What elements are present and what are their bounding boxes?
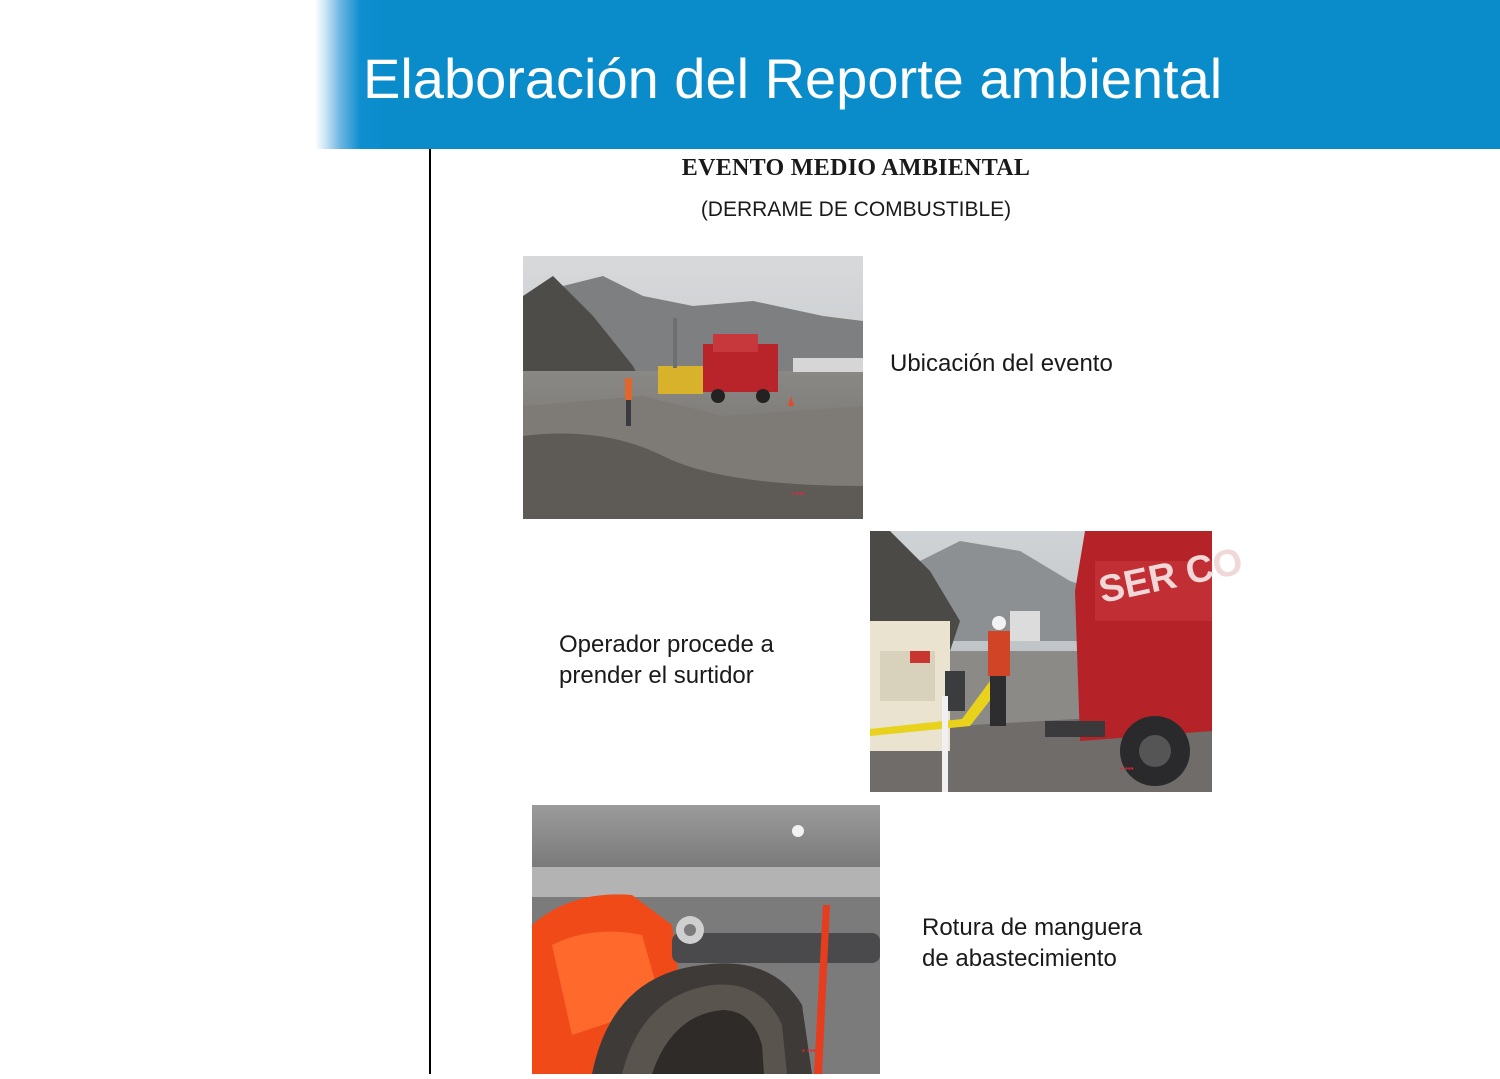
svg-text:▪ ▪▪▪: ▪ ▪▪▪ bbox=[802, 1046, 816, 1055]
svg-text:SER CO: SER CO bbox=[1095, 540, 1247, 612]
vertical-divider bbox=[429, 149, 431, 1074]
caption-line: de abastecimiento bbox=[922, 945, 1117, 972]
event-location-caption bbox=[890, 348, 1113, 379]
svg-text:▪ ▪▪▪: ▪ ▪▪▪ bbox=[1120, 764, 1134, 773]
event-location-photo bbox=[523, 256, 863, 519]
broken-hose-photo bbox=[532, 805, 880, 1074]
operator-pump-photo bbox=[870, 531, 1247, 792]
caption-line: Operador procede a bbox=[559, 631, 774, 658]
broken-hose-caption bbox=[922, 912, 1142, 974]
page-title: Elaboración del Reporte ambiental bbox=[363, 47, 1223, 110]
event-title: EVENTO MEDIO AMBIENTAL bbox=[681, 155, 1031, 181]
event-subtitle: (DERRAME DE COMBUSTIBLE) bbox=[700, 198, 1012, 221]
caption-line: prender el surtidor bbox=[559, 662, 754, 689]
caption-line: Ubicación del evento bbox=[890, 350, 1113, 377]
svg-text:▪ ▪▪▪: ▪ ▪▪▪ bbox=[791, 489, 805, 498]
operator-caption bbox=[559, 629, 774, 691]
caption-line: Rotura de manguera bbox=[922, 914, 1143, 941]
